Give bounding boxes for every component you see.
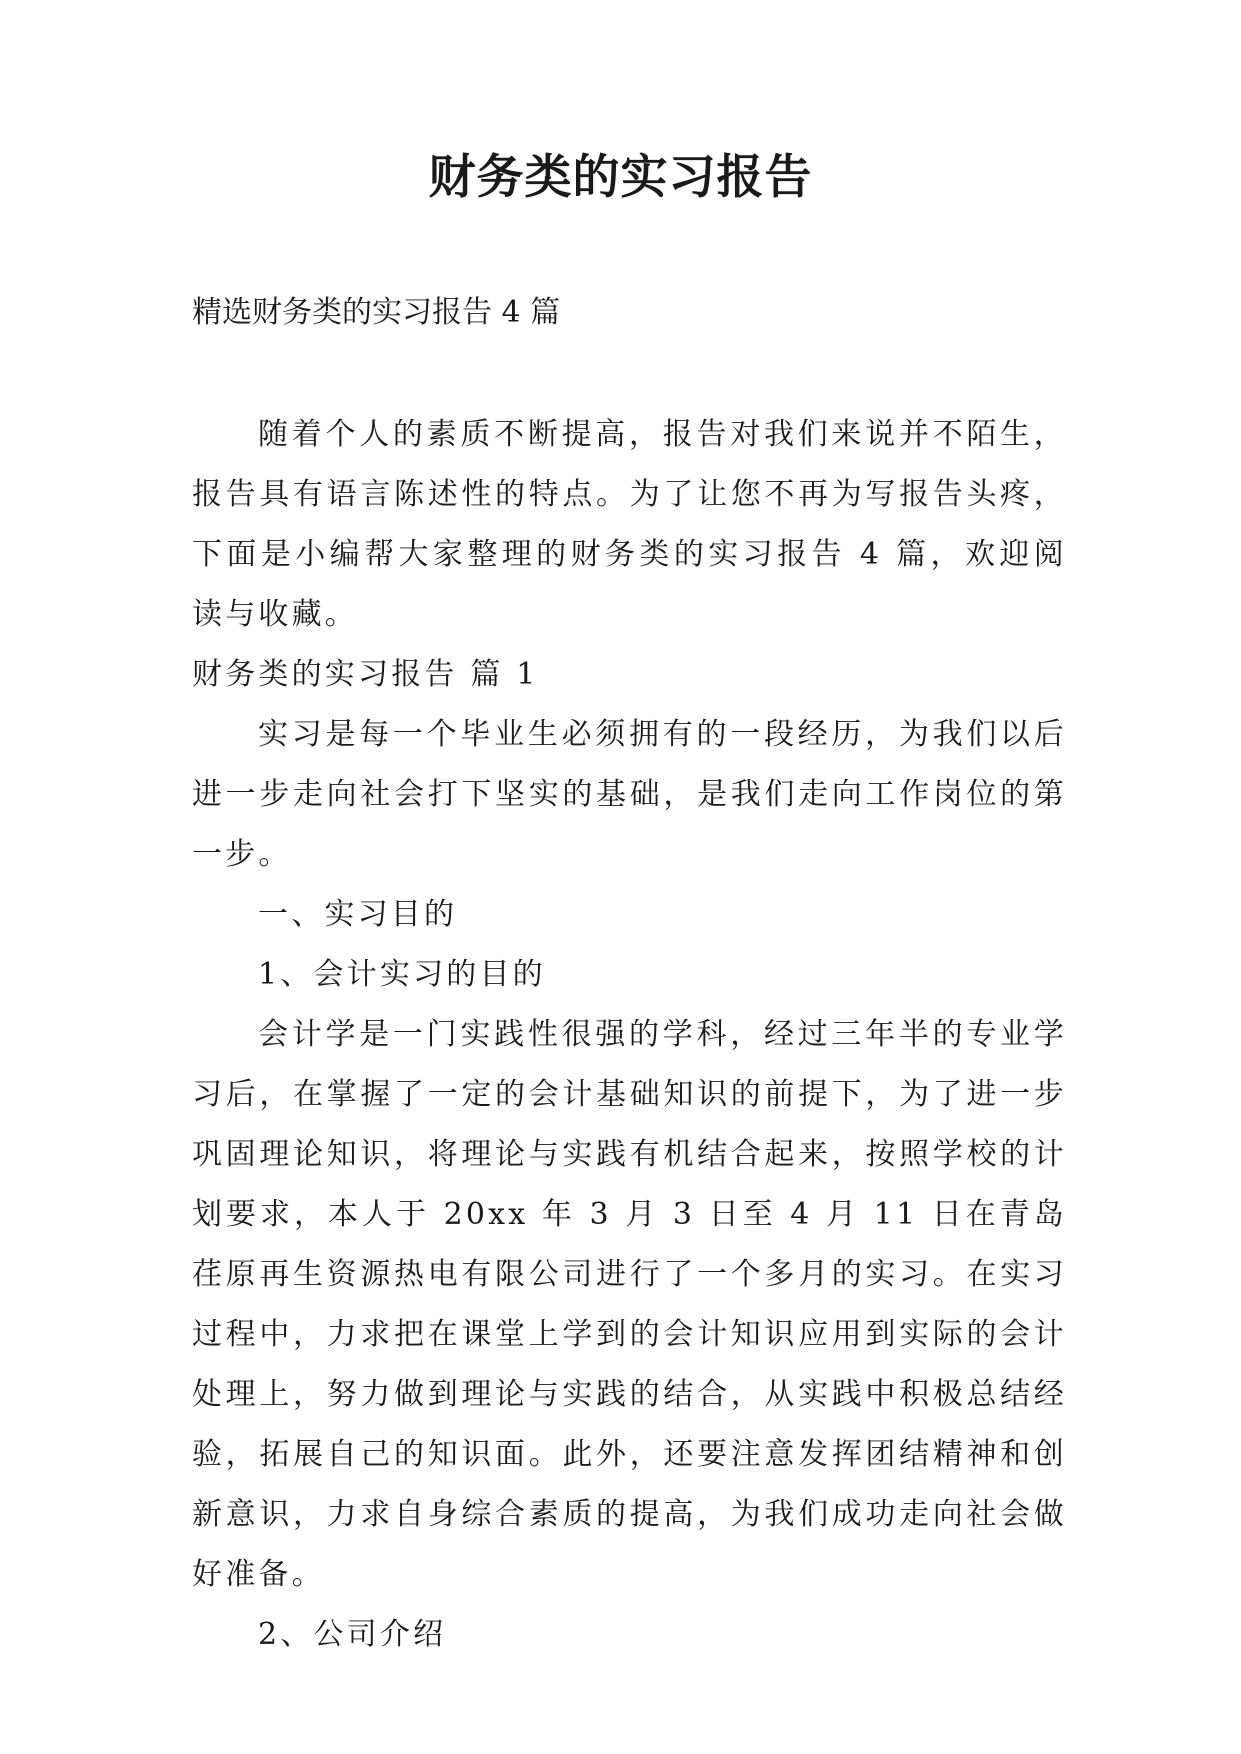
- section-heading-objectives: 一、实习目的: [258, 897, 458, 932]
- document-title: 财务类的实习报告: [428, 150, 813, 205]
- subsection-heading-company-intro: 2、公司介绍: [258, 1617, 447, 1652]
- body-paragraph: 实习是每一个毕业生必须拥有的一段经历，为我们以后进一步走向社会打下坚实的基础，是我们走向工作岗位的第一步。: [192, 717, 1067, 872]
- document-body: [192, 405, 1067, 1665]
- body-paragraph: 会计学是一门实践性很强的学科，经过三年半的专业学习后，在掌握了一定的会计基础知识的前提下，为了进一步巩固理论知识，将理论与实践有机结合起来，按照学校的计划要求，本人于 20xx 年 3 月 3 日至 4 月 11 日在青岛荏原再生资源热电有限公司进行了一个多月的实习。在实习过程中，力求把在课堂上学到的会计知识应用到实际的会计处理上，努力做到理论与实践的结合，从实践中积极总结经验，拓展自己的知识面。此外，还要注意发挥团结精神和创新意识，力求自身综合素质的提高，为我们成功走向社会做好准备。: [192, 1017, 1067, 1592]
- subsection-heading-accounting-purpose: 1、会计实习的目的: [258, 957, 546, 992]
- intro-paragraph: 随着个人的素质不断提高，报告对我们来说并不陌生，报告具有语言陈述性的特点。为了让您不再为写报告头疼，下面是小编帮大家整理的财务类的实习报告 4 篇，欢迎阅读与收藏。: [192, 417, 1067, 632]
- document-subtitle: 精选财务类的实习报告 4 篇: [192, 295, 561, 330]
- section-heading-part-1: 财务类的实习报告 篇 1: [192, 657, 539, 692]
